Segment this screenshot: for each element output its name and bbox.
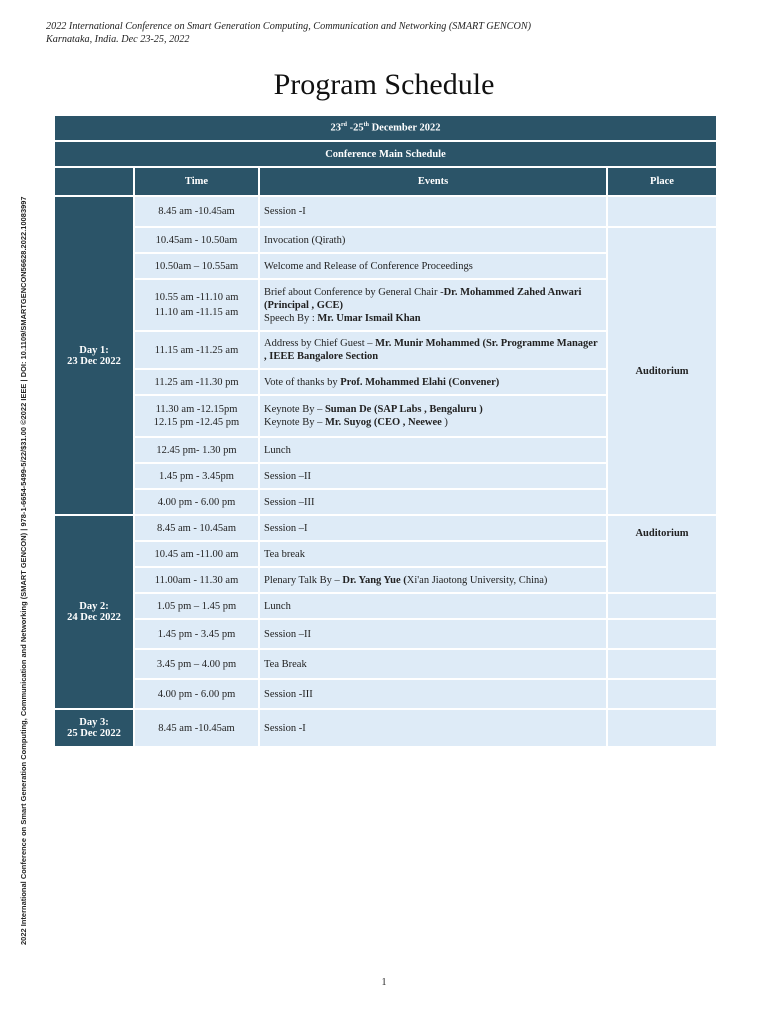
time-cell: 1.45 pm - 3.45pm [134,463,259,489]
table-row [54,649,717,679]
time-cell: 11.15 am -11.25 am [134,331,259,369]
event-cell: Lunch [259,593,607,619]
time-cell: 4.00 pm - 6.00 pm [134,679,259,709]
event-cell: Invocation (Qirath) [259,227,607,253]
day-label [54,709,134,747]
day-label [54,515,134,709]
time-cell: 10.50am – 10.55am [134,253,259,279]
event-speaker: Dr. Mohammed Zahed Anwari (Principal , GCE) [264,286,582,311]
event-text: Address by Chief Guest – [264,338,376,349]
event-speaker: Dr. Yang Yue ( [342,574,407,586]
event-cell: Tea Break [259,649,607,679]
column-header-place: Place [607,167,717,196]
table-row [54,227,717,253]
time-cell: 10.45am - 10.50am [134,227,259,253]
event-cell [259,567,607,593]
table-row [54,515,717,541]
dates-row [54,115,717,141]
dates-text: December 2022 [368,122,441,134]
day-date: 24 Dec 2022 [67,612,121,623]
side-doi-text: 2022 International Conference on Smart Generation Computing, Communication and Networking (SMART GENCON) | 978-1-6654-5499-5/22/$31.00 ©2022 IEEE | DOI: 10.1109/SMARTGENCON56628.2022.10083997 [19,196,28,945]
table-row [54,196,717,227]
time-cell: 1.05 pm – 1.45 pm [134,593,259,619]
event-speaker: Suman De (SAP Labs , Bengaluru ) [324,404,483,415]
event-cell: Tea break [259,541,607,567]
event-cell: Session -I [259,196,607,227]
table-row [54,593,717,619]
schedule-table [53,114,718,748]
place-cell [607,593,717,619]
event-text: Vote of thanks by [264,376,341,388]
time-line: 11.10 am -11.15 am [154,307,239,318]
event-cell: Welcome and Release of Conference Proceedings [259,253,607,279]
main-schedule-row [54,141,717,167]
time-cell: 8.45 am -10.45am [134,709,259,747]
day-title: Day 1: [79,344,109,356]
place-cell [607,649,717,679]
event-speaker: Mr. Munir Mohammed (Sr. Programme Manager , IEEE Bangalore Section [264,338,598,362]
dates-sup: th [363,122,369,129]
page-number: 1 [381,977,387,988]
event-cell [259,279,607,331]
day-date: 23 Dec 2022 [67,355,121,367]
event-cell: Session –III [259,489,607,515]
time-cell: 11.25 am -11.30 pm [134,369,259,395]
dates-cell [54,115,717,141]
time-cell: 1.45 pm - 3.45 pm [134,619,259,649]
column-header-events: Events [259,167,607,196]
place-cell: Auditorium [607,227,717,515]
event-speaker: Mr. Suyog (CEO , Neewee [324,417,442,428]
dates-text: -25 [347,122,364,134]
day-title: Day 2: [79,601,109,612]
dates-sup: rd [341,122,347,129]
time-cell: 11.00am - 11.30 am [134,567,259,593]
day-date: 25 Dec 2022 [67,728,121,739]
column-header-time: Time [134,167,259,196]
event-cell: Session -I [259,709,607,747]
day-label [54,196,134,515]
place-cell [607,619,717,649]
event-text: Keynote By – [264,417,325,428]
event-text: Xi'an Jiaotong University, China) [406,574,548,586]
column-header-day [54,167,134,196]
time-line: 12.15 pm -12.45 pm [153,417,240,428]
place-cell: Auditorium [607,515,717,593]
table-row [54,679,717,709]
event-cell: Session –II [259,619,607,649]
time-line: 11.30 am -12.15pm [155,404,238,415]
event-cell: Session –II [259,463,607,489]
dates-text: 23 [330,122,341,134]
event-cell [259,369,607,395]
event-cell: Lunch [259,437,607,463]
time-cell: 10.45 am -11.00 am [134,541,259,567]
table-row [54,709,717,747]
event-text: ) [441,417,448,428]
event-cell [259,331,607,369]
event-speaker: Prof. Mohammed Elahi (Convener) [340,376,500,388]
main-schedule-label: Conference Main Schedule [54,141,717,167]
page-title: Program Schedule [273,68,495,101]
event-text: Speech By : [264,312,318,324]
column-header-row [54,167,717,196]
time-line: 10.55 am -11.10 am [154,292,239,303]
place-cell [607,679,717,709]
time-cell: 8.45 am -10.45am [134,196,259,227]
event-cell [259,395,607,437]
conference-header-line: 2022 International Conference on Smart Generation Computing, Communication and Networking (SMART GENCON) [46,21,532,32]
place-cell [607,196,717,227]
event-text: Keynote By – [264,404,325,415]
day-title: Day 3: [79,717,109,728]
time-cell: 4.00 pm - 6.00 pm [134,489,259,515]
time-cell [134,279,259,331]
event-speaker: Mr. Umar Ismail Khan [317,312,421,324]
time-cell [134,395,259,437]
event-text: Brief about Conference by General Chair - [264,286,444,298]
time-cell: 3.45 pm – 4.00 pm [134,649,259,679]
event-text: Plenary Talk By – [264,574,343,586]
time-cell: 12.45 pm- 1.30 pm [134,437,259,463]
event-cell: Session –I [259,515,607,541]
table-row [54,619,717,649]
place-cell [607,709,717,747]
time-cell: 8.45 am - 10.45am [134,515,259,541]
event-cell: Session -III [259,679,607,709]
conference-location-line: Karnataka, India. Dec 23-25, 2022 [46,34,190,45]
